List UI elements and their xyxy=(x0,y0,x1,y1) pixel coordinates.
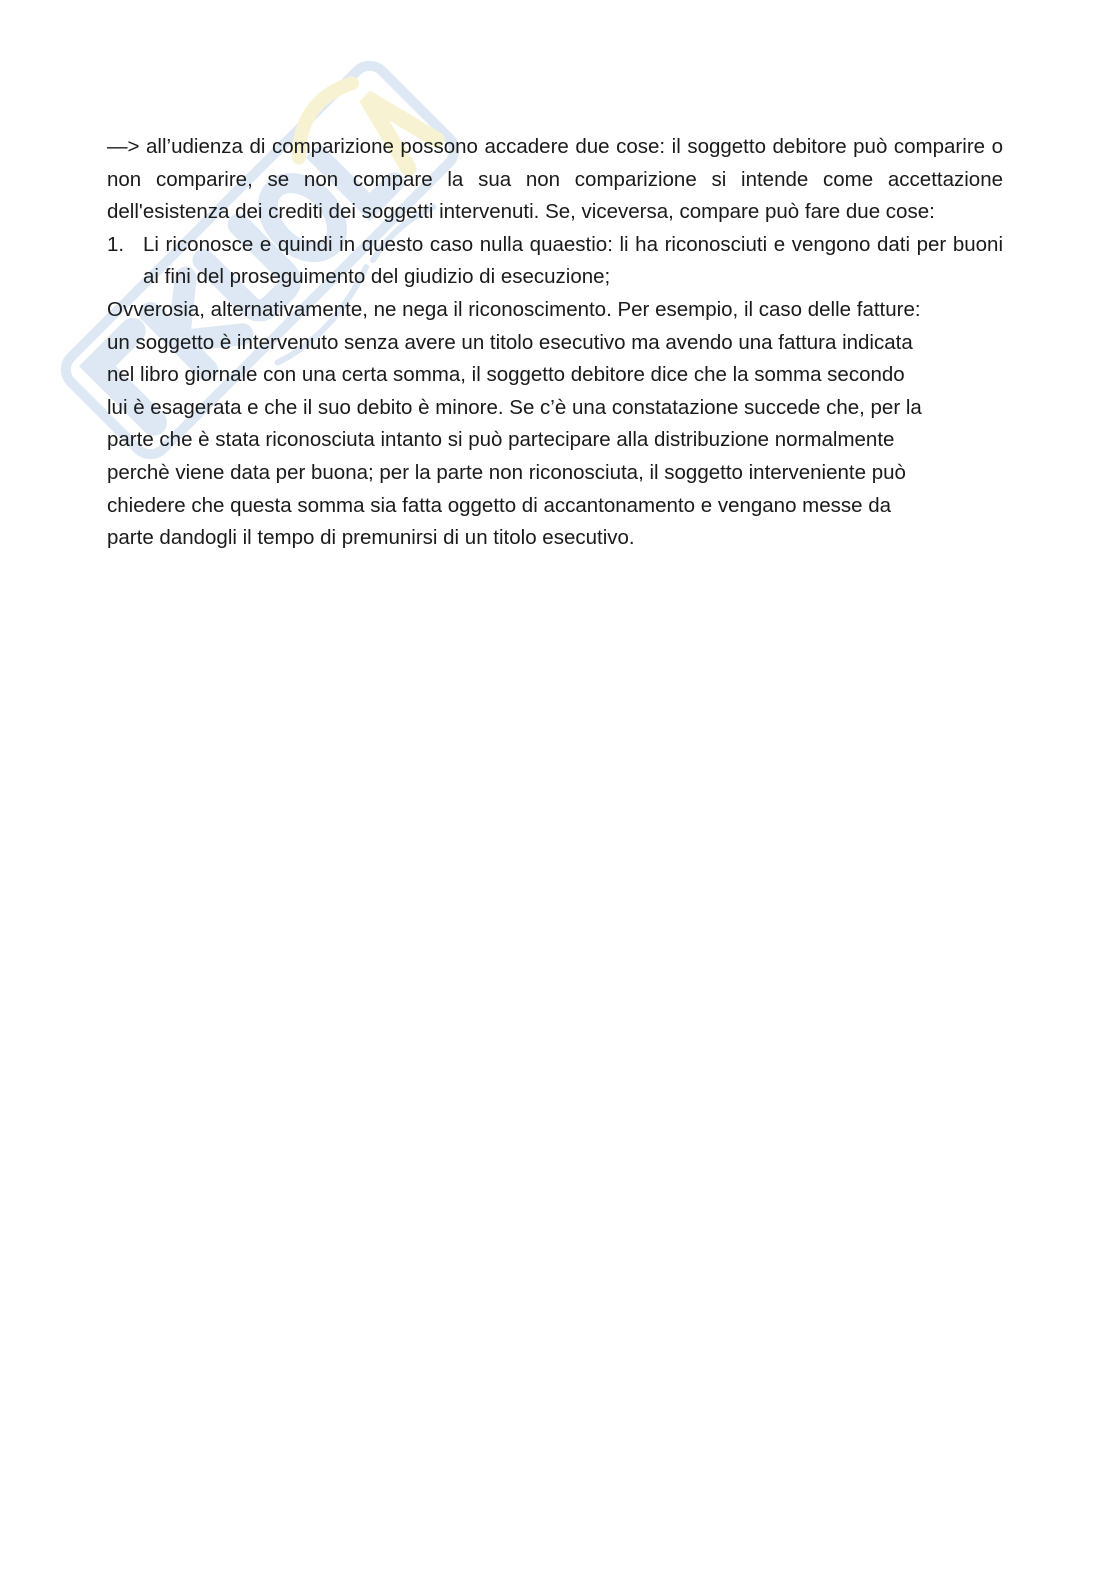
paragraph-line: un soggetto è intervenuto senza avere un titolo esecutivo ma avendo una fattura indicata xyxy=(107,330,913,354)
paragraph-line: parte che è stata riconosciuta intanto si può partecipare alla distribuzione normalmente xyxy=(107,428,895,452)
list-item xyxy=(107,229,1003,294)
document-body xyxy=(107,131,1003,555)
paragraph-line: lui è esagerata e che il suo debito è minore. Se c’è una constatazione succede che, per la xyxy=(107,395,922,419)
paragraph-line: nel libro giornale con una certa somma, il soggetto debitore dice che la somma secondo xyxy=(107,363,905,387)
list-item-text: Li riconosce e quindi in questo caso nulla quaestio: li ha riconosciuti e vengono dati per buoni ai fini del proseguimento del giudizio di esecuzione; xyxy=(143,232,1003,289)
intro-paragraph: —> all’udienza di comparizione possono accadere due cose: il soggetto debitore può comparire o non comparire, se non compare la sua non comparizione si intende come accettazione dell'esistenza dei crediti dei soggetti intervenuti. Se, viceversa, compare può fare due cose: xyxy=(107,135,1003,224)
list-item-number: 1. xyxy=(107,232,125,256)
paragraph-line: perchè viene data per buona; per la parte non riconosciuta, il soggetto interveniente può xyxy=(107,460,906,484)
paragraph-line: parte dandogli il tempo di premunirsi di un titolo esecutivo. xyxy=(107,526,635,550)
explanation-paragraph xyxy=(107,294,1003,555)
paragraph-line: chiedere che questa somma sia fatta oggetto di accantonamento e vengano messe da xyxy=(107,493,892,517)
paragraph-line: Ovverosia, alternativamente, ne nega il riconoscimento. Per esempio, il caso delle fatture: xyxy=(107,297,921,321)
